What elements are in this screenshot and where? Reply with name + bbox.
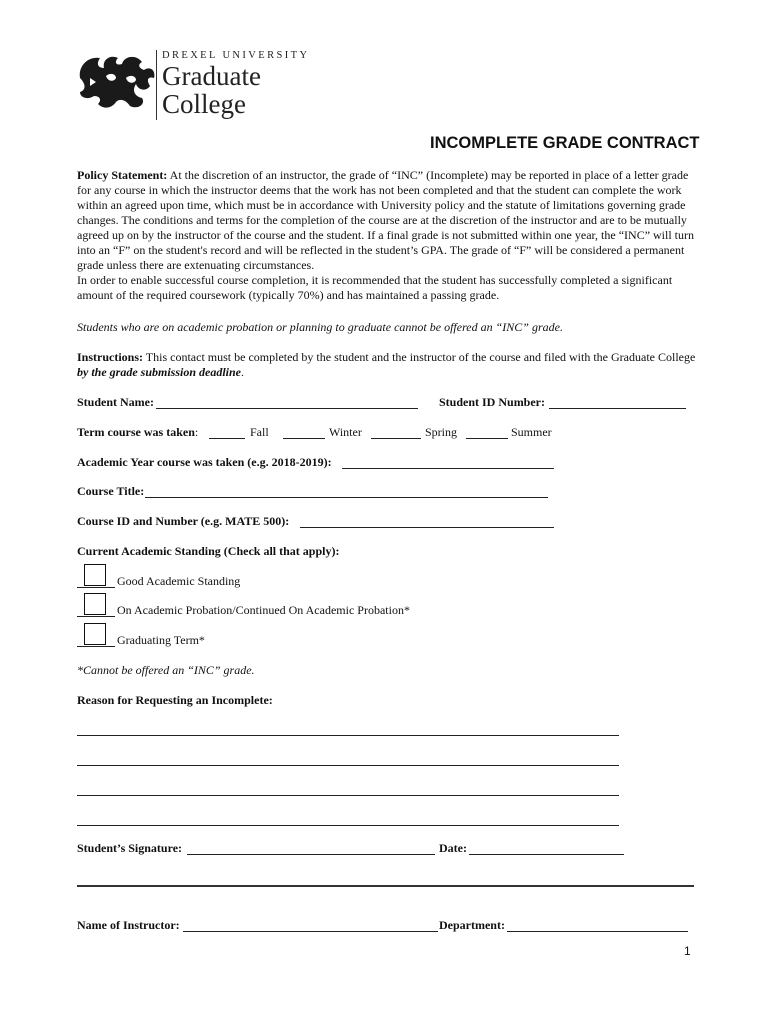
department-field[interactable]: [507, 931, 688, 932]
university-name: DREXEL UNIVERSITY: [162, 50, 310, 61]
policy-text-2: In order to enable successful course completion, it is recommended that the student has successfully completed a significant amount of the required coursework (typically 70%) and has maintained a passing grade.: [77, 273, 673, 302]
course-title-label: Course Title:: [77, 484, 145, 498]
instructor-name-field[interactable]: [183, 931, 438, 932]
policy-label: Policy Statement:: [77, 168, 168, 182]
term-fall-field[interactable]: [209, 438, 245, 439]
reason-line-3[interactable]: [77, 795, 619, 796]
term-fall-label: Fall: [250, 425, 269, 439]
standing-line-2: [77, 616, 115, 617]
instructions-text: This contact must be completed by the student and the instructor of the course and filed with the Graduate College: [143, 350, 696, 364]
instructions-label: Instructions:: [77, 350, 144, 364]
standing-line-3: [77, 646, 115, 647]
probation-note: [77, 320, 697, 335]
standing-line-1: [77, 587, 115, 588]
term-summer-field[interactable]: [466, 438, 508, 439]
reason-line-4[interactable]: [77, 825, 619, 826]
instructions-end: .: [241, 365, 245, 379]
student-name-label: Student Name:: [77, 395, 154, 409]
standing-good-checkbox[interactable]: [84, 564, 106, 586]
term-spring-label: Spring: [425, 425, 458, 439]
college-name: [162, 62, 261, 118]
student-id-label: Student ID Number:: [439, 395, 546, 409]
course-title-field[interactable]: [145, 497, 548, 498]
department-label: Department:: [439, 918, 505, 932]
reason-heading: Reason for Requesting an Incomplete:: [77, 693, 273, 707]
term-winter-label: Winter: [329, 425, 362, 439]
term-label: Term course was taken:: [77, 425, 199, 439]
probation-note-text: Students who are on academic probation or planning to graduate cannot be offered an “INC” grade.: [77, 320, 563, 334]
reason-line-1[interactable]: [77, 735, 619, 736]
standing-option-probation: On Academic Probation/Continued On Academic Probation*: [117, 603, 410, 617]
policy-text: At the discretion of an instructor, the grade of “INC” (Incomplete) may be reported in place of a letter grade for any course in which the instructor deems that the work has not been completed and that the student can complete the work within an agreed upon time, which must be in accordance with University policy and the statute of limitations governing grade changes. The conditions and terms for the completion of the course are at the discretion of the instructor and are to be mutually agreed up on by the instructor of the course and the student. If a final grade is not submitted within one year, the “INC” will turn into an “F” on the student's record and will be reflected in the student’s GPA. The grade of “F” will be considered a permanent grade unless there are extenuating circumstances.: [77, 168, 695, 272]
student-signature-field[interactable]: [187, 854, 435, 855]
academic-year-field[interactable]: [342, 468, 554, 469]
standing-probation-checkbox[interactable]: [84, 593, 106, 615]
standing-option-graduating: Graduating Term*: [117, 633, 205, 647]
page-number: 1: [684, 944, 691, 958]
academic-year-label: Academic Year course was taken (e.g. 2018-2019):: [77, 455, 332, 469]
standing-footnote: *Cannot be offered an “INC” grade.: [77, 663, 255, 677]
course-id-label: Course ID and Number (e.g. MATE 500):: [77, 514, 290, 528]
page-title: INCOMPLETE GRADE CONTRACT: [430, 134, 700, 152]
date-field[interactable]: [469, 854, 624, 855]
section-divider: [77, 885, 694, 887]
logo-divider: [156, 50, 157, 120]
student-signature-label: Student’s Signature:: [77, 841, 183, 855]
standing-option-good: Good Academic Standing: [117, 574, 241, 588]
course-id-field[interactable]: [300, 527, 554, 528]
term-summer-label: Summer: [511, 425, 552, 439]
college-name-line2: College: [162, 89, 246, 119]
instructor-name-label: Name of Instructor:: [77, 918, 180, 932]
policy-statement: [77, 168, 697, 303]
student-id-field[interactable]: [549, 408, 686, 409]
reason-line-2[interactable]: [77, 765, 619, 766]
standing-heading: Current Academic Standing (Check all that apply):: [77, 544, 340, 558]
dragon-logo-icon: [76, 48, 158, 114]
college-name-line1: Graduate: [162, 61, 261, 91]
term-spring-field[interactable]: [371, 438, 421, 439]
date-label: Date:: [439, 841, 467, 855]
standing-graduating-checkbox[interactable]: [84, 623, 106, 645]
term-winter-field[interactable]: [283, 438, 325, 439]
instructions: [77, 350, 697, 380]
instructions-deadline: by the grade submission deadline: [77, 365, 242, 379]
student-name-field[interactable]: [156, 408, 418, 409]
